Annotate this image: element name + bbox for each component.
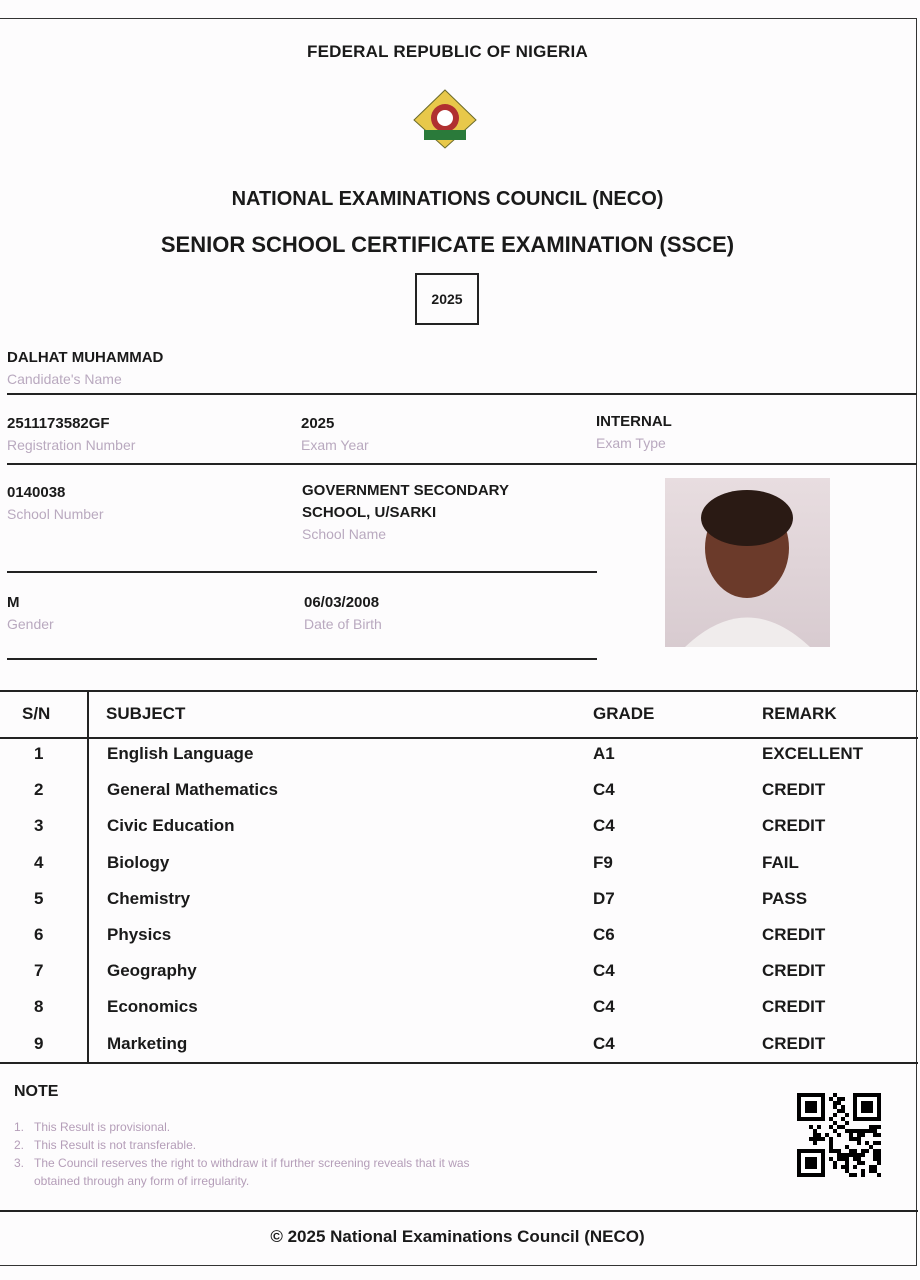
cell-grade: A1	[593, 744, 615, 763]
exam-heading: SENIOR SCHOOL CERTIFICATE EXAMINATION (SSCE)	[160, 232, 735, 257]
council-heading: NATIONAL EXAMINATIONS COUNCIL (NECO)	[231, 188, 664, 210]
school-name-field	[302, 480, 509, 544]
cell-sn: 7	[34, 961, 44, 981]
cell-subject: English Language	[107, 744, 254, 763]
school-number-label: School Number	[7, 506, 104, 522]
dob-field	[304, 592, 382, 634]
cell-subject: Economics	[107, 997, 198, 1017]
cell-grade: C4	[593, 961, 615, 981]
exam-year-field	[301, 413, 369, 455]
table-row	[0, 1034, 918, 1070]
cell-grade: C4	[593, 1033, 615, 1053]
cell-grade: D7	[593, 888, 615, 908]
cell-remark: CREDIT	[762, 816, 826, 836]
note-item: 1. This Result is provisional.	[14, 1120, 171, 1134]
header-subject: SUBJECT	[106, 704, 186, 723]
table-row	[0, 997, 918, 1033]
neco-logo	[410, 88, 480, 150]
exam-type-field	[596, 411, 672, 453]
candidate-name-label: Candidate's Name	[7, 371, 122, 387]
cell-grade: C6	[593, 925, 615, 944]
year-box: 2025	[415, 273, 479, 325]
cell-grade: C4	[593, 816, 615, 836]
country-heading: FEDERAL REPUBLIC OF NIGERIA	[307, 42, 588, 61]
candidate-photo	[665, 478, 830, 647]
school-name-line1: GOVERNMENT SECONDARY	[302, 482, 509, 499]
cell-sn: 1	[34, 744, 44, 763]
school-name-label: School Name	[302, 526, 387, 542]
candidate-name: DALHAT MUHAMMAD	[7, 349, 164, 366]
cell-subject: Civic Education	[107, 816, 235, 836]
table-row	[0, 780, 918, 816]
header-grade: GRADE	[593, 704, 655, 723]
gender-label: Gender	[7, 616, 54, 632]
cell-sn: 2	[34, 780, 44, 800]
exam-type: INTERNAL	[596, 413, 672, 430]
dob: 06/03/2008	[304, 594, 380, 611]
cell-sn: 4	[34, 852, 44, 872]
cell-sn: 3	[34, 816, 44, 836]
school-number: 0140038	[7, 484, 66, 501]
dob-label: Date of Birth	[304, 616, 382, 632]
table-row	[0, 889, 918, 925]
cell-grade: C4	[593, 780, 615, 800]
table-row	[0, 961, 918, 997]
cell-remark: CREDIT	[762, 780, 826, 800]
cell-sn: 8	[34, 997, 44, 1017]
table-row	[0, 925, 918, 961]
table-row	[0, 744, 918, 780]
cell-remark: CREDIT	[762, 925, 826, 944]
cell-subject: General Mathematics	[107, 780, 279, 800]
note-title: NOTE	[14, 1083, 59, 1100]
reg-number: 2511173582GF	[7, 415, 110, 432]
exam-year-label: Exam Year	[301, 437, 369, 453]
note-list	[14, 1118, 494, 1190]
cell-remark: CREDIT	[762, 997, 826, 1017]
candidate-name-field	[7, 347, 163, 389]
gender-field	[7, 592, 54, 634]
cell-remark: CREDIT	[762, 961, 826, 981]
cell-sn: 6	[34, 925, 44, 944]
cell-remark: CREDIT	[762, 1033, 826, 1053]
header-sn: S/N	[22, 704, 51, 723]
cell-remark: EXCELLENT	[762, 744, 864, 763]
school-name-line2: SCHOOL, U/SARKI	[302, 504, 437, 521]
cell-subject: Geography	[107, 961, 197, 981]
cell-grade: F9	[593, 852, 613, 872]
cell-sn: 5	[34, 888, 44, 908]
reg-field	[7, 413, 135, 455]
cell-grade: C4	[593, 997, 615, 1017]
reg-label: Registration Number	[7, 437, 136, 453]
cell-subject: Marketing	[107, 1033, 188, 1053]
school-number-field	[7, 482, 104, 524]
exam-year: 2025	[301, 415, 335, 432]
cell-subject: Biology	[107, 852, 170, 872]
copyright-footer: © 2025 National Examinations Council (NECO)	[270, 1227, 645, 1246]
cell-subject: Physics	[107, 925, 172, 944]
qr-code	[795, 1093, 883, 1177]
exam-type-label: Exam Type	[596, 435, 666, 451]
note-item: 2. This Result is not transferable.	[14, 1138, 197, 1152]
cell-sn: 9	[34, 1033, 44, 1053]
note-item: 3. The Council reserves the right to withdraw it if further screening reveals that it was obtained through any form of irregularity.	[14, 1156, 470, 1188]
header-remark: REMARK	[762, 704, 837, 723]
table-row	[0, 816, 918, 852]
cell-remark: FAIL	[762, 852, 799, 872]
table-row	[0, 853, 918, 889]
cell-remark: PASS	[762, 888, 808, 908]
cell-subject: Chemistry	[107, 888, 191, 908]
gender: M	[7, 594, 20, 611]
